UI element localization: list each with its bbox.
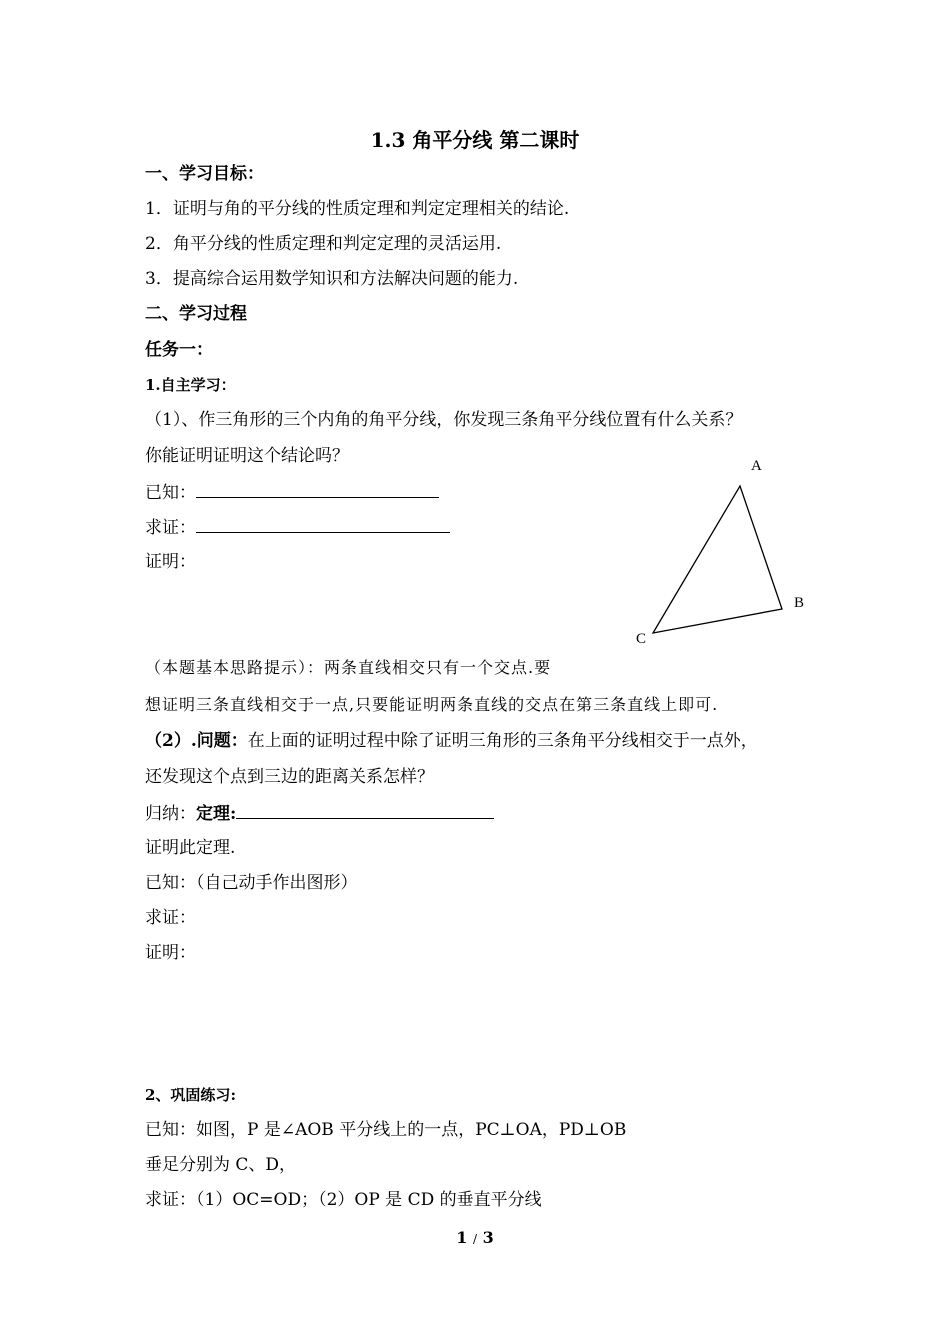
known-2: 已知：（自己动手作出图形）	[145, 873, 358, 893]
vertex-a-label: A	[751, 458, 762, 474]
question-2-line-1	[145, 729, 758, 753]
current-page: 1	[456, 1228, 468, 1247]
page-separator: /	[472, 1232, 478, 1246]
practice-heading: 2、巩固练习:	[145, 1086, 236, 1104]
total-pages: 3	[482, 1228, 494, 1247]
triangle-abc	[653, 486, 782, 633]
process-heading: 二、学习过程	[145, 304, 247, 324]
self-study-heading: 1.自主学习：	[145, 376, 236, 394]
question-1-line-2: 你能证明证明这个结论吗？	[145, 446, 349, 466]
goal-item-3: 3．提高综合运用数学知识和方法解决问题的能力.	[145, 269, 519, 289]
goals-heading: 一、学习目标：	[145, 164, 264, 184]
goal-item-1: 1．证明与角的平分线的性质定理和判定定理相关的结论.	[145, 199, 570, 219]
prove-theorem: 证明此定理.	[145, 838, 236, 858]
summary-label: 归纳：	[145, 804, 196, 824]
practice-line-3: 求证：（1）OC=OD；（2）OP 是 CD 的垂直平分线	[145, 1190, 542, 1210]
question-2-prefix: （2）.问题：	[145, 731, 248, 751]
practice-line-2: 垂足分别为 C、D，	[145, 1155, 297, 1175]
hint-line-2: 想证明三条直线相交于一点,只要能证明两条直线的交点在第三条直线上即可.	[145, 695, 719, 714]
question-2-line-2: 还发现这个点到三边的距离关系怎样？	[145, 767, 434, 787]
theorem-label: 定理:	[196, 804, 237, 824]
prove-2: 求证：	[145, 908, 196, 928]
proof-label: 证明：	[145, 552, 196, 572]
summary-row	[145, 801, 494, 826]
vertex-b-label: B	[794, 595, 805, 611]
known-row	[145, 480, 439, 505]
question-2-text: 在上面的证明过程中除了证明三角形的三条角平分线相交于一点外，	[247, 731, 758, 751]
hint-line-1: （本题基本思路提示）：两条直线相交只有一个交点.要	[145, 658, 552, 677]
goal-item-2: 2．角平分线的性质定理和判定定理的灵活运用.	[145, 234, 502, 254]
known-blank[interactable]	[196, 480, 439, 498]
proof-2: 证明：	[145, 943, 196, 963]
practice-line-1: 已知：如图，P 是∠AOB 平分线上的一点，PC⊥OA，PD⊥OB	[145, 1120, 627, 1140]
page-title: 1.3 角平分线 第二课时	[370, 128, 580, 152]
page-number	[0, 1228, 950, 1247]
question-1-line-1: （1）、作三角形的三个内角的角平分线，你发现三条角平分线位置有什么关系？	[145, 410, 743, 430]
vertex-c-label: C	[636, 631, 647, 647]
prove-label: 求证：	[145, 518, 196, 538]
known-label: 已知：	[145, 483, 196, 503]
task-heading: 任务一：	[145, 340, 213, 360]
prove-blank[interactable]	[196, 515, 450, 533]
prove-row	[145, 515, 450, 540]
triangle-figure	[620, 450, 820, 650]
theorem-blank[interactable]	[236, 801, 494, 819]
